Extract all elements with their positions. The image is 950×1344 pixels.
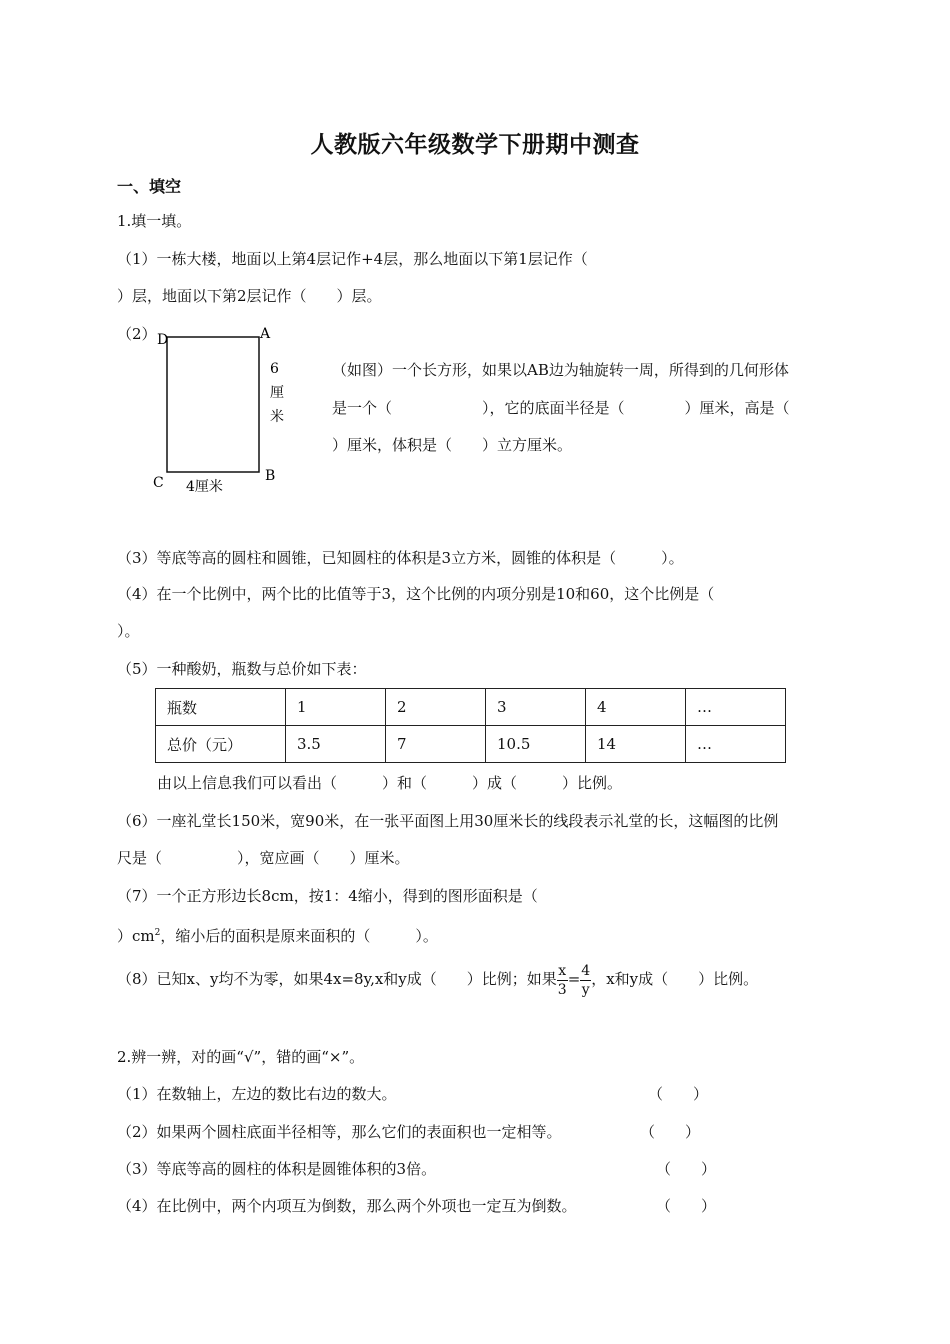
table-row (156, 726, 786, 763)
question-1-2-line1: （如图）一个长方形，如果以AB边为轴旋转一周，所得到的几何形体 (332, 361, 789, 379)
question-1-5-intro: （5）一种酸奶，瓶数与总价如下表： (117, 660, 367, 678)
corner-label-a: A (260, 326, 271, 342)
question-2-1-text: （1）在数轴上，左边的数比右边的数大。 (117, 1085, 397, 1103)
table-cell: 4 (586, 689, 686, 726)
question-1-7-line2 (117, 923, 438, 946)
equals-sign: = (567, 970, 581, 988)
question-2-3-text: （3）等底等高的圆柱的体积是圆锥体积的3倍。 (117, 1160, 437, 1178)
question-1-4-line2: ）。 (117, 622, 140, 640)
question-1-2-label: （2） (117, 325, 157, 343)
question-2-3-answer-blank[interactable]: （ ） (656, 1160, 717, 1178)
question-1-6-line2: 尺是（ ），宽应画（ ）厘米。 (117, 849, 410, 867)
question-1-1-line1: （1）一栋大楼，地面以上第4层记作+4层，那么地面以下第1层记作（ (117, 250, 588, 268)
question-1-8-part-a: （8）已知x、y均不为零，如果4x=8y,x和y成（ ）比例；如果 (117, 970, 557, 988)
table-cell: 2 (386, 689, 486, 726)
fraction-denominator: y (581, 981, 590, 998)
question-2-label: 2.辨一辨，对的画“√”，错的画“×”。 (117, 1048, 365, 1066)
question-1-2-line3: ）厘米，体积是（ ）立方厘米。 (332, 436, 573, 454)
question-1-7-unit: ）cm (117, 927, 155, 945)
table-cell: 3.5 (286, 726, 386, 763)
table-cell: 总价（元） (156, 726, 286, 763)
fraction-4-over-y (580, 962, 591, 999)
question-1-7-rest: ，缩小后的面积是原来面积的（ ）。 (160, 927, 438, 945)
corner-label-c: C (153, 475, 164, 491)
question-2-2-answer-blank[interactable]: （ ） (640, 1123, 701, 1141)
question-2-4-answer-blank[interactable]: （ ） (656, 1197, 717, 1215)
table-cell: 1 (286, 689, 386, 726)
question-2-4-text: （4）在比例中，两个内项互为倒数，那么两个外项也一定互为倒数。 (117, 1197, 577, 1215)
fraction-numerator: 4 (581, 962, 591, 979)
table-cell: 瓶数 (156, 689, 286, 726)
table-cell: … (686, 726, 786, 763)
question-1-6-line1: （6）一座礼堂长150米，宽90米，在一张平面图上用30厘米长的线段表示礼堂的长，这幅图的比例 (117, 812, 779, 830)
yogurt-price-table (155, 688, 786, 763)
question-1-4-line1: （4）在一个比例中，两个比的比值等于3，这个比例的内项分别是10和60，这个比例是（ (117, 585, 715, 603)
fraction-x-over-3 (557, 962, 568, 999)
corner-label-b: B (265, 468, 276, 484)
table-row (156, 689, 786, 726)
question-2-1-answer-blank[interactable]: （ ） (648, 1085, 709, 1103)
table-cell: 14 (586, 726, 686, 763)
table-cell: … (686, 689, 786, 726)
question-1-8-part-b: ，x和y成（ ）比例。 (591, 970, 759, 988)
page-title: 人教版六年级数学下册期中测查 (310, 132, 640, 158)
question-1-8 (117, 959, 758, 999)
fraction-numerator: x (558, 962, 567, 979)
question-1-2-line2: 是一个（ ），它的底面半径是（ ）厘米，高是（ (332, 399, 790, 417)
side-label-li: 厘 (270, 385, 284, 401)
side-label-6: 6 (270, 361, 279, 377)
rectangle-shape (167, 337, 259, 472)
bottom-label-4cm: 4厘米 (186, 479, 223, 495)
question-2-2-text: （2）如果两个圆柱底面半径相等，那么它们的表面积也一定相等。 (117, 1123, 562, 1141)
rectangle-figure (150, 325, 300, 495)
superscript-2: 2 (154, 928, 161, 938)
corner-label-d: D (157, 332, 169, 348)
question-1-7-line1: （7）一个正方形边长8cm，按1：4缩小，得到的图形面积是（ (117, 887, 538, 905)
table-cell: 3 (486, 689, 586, 726)
table-cell: 10.5 (486, 726, 586, 763)
fraction-denominator: 3 (557, 981, 567, 998)
table-cell: 7 (386, 726, 486, 763)
question-1-5-conclusion: 由以上信息我们可以看出（ ）和（ ）成（ ）比例。 (157, 774, 623, 792)
question-1-1-line2: ）层，地面以下第2层记作（ ）层。 (117, 287, 382, 305)
side-label-mi: 米 (270, 409, 284, 425)
section-heading-fill-in: 一、填空 (117, 177, 182, 196)
question-1-3: （3）等底等高的圆柱和圆锥，已知圆柱的体积是3立方米，圆锥的体积是（ ）。 (117, 549, 684, 567)
question-1-label: 1.填一填。 (117, 212, 192, 230)
